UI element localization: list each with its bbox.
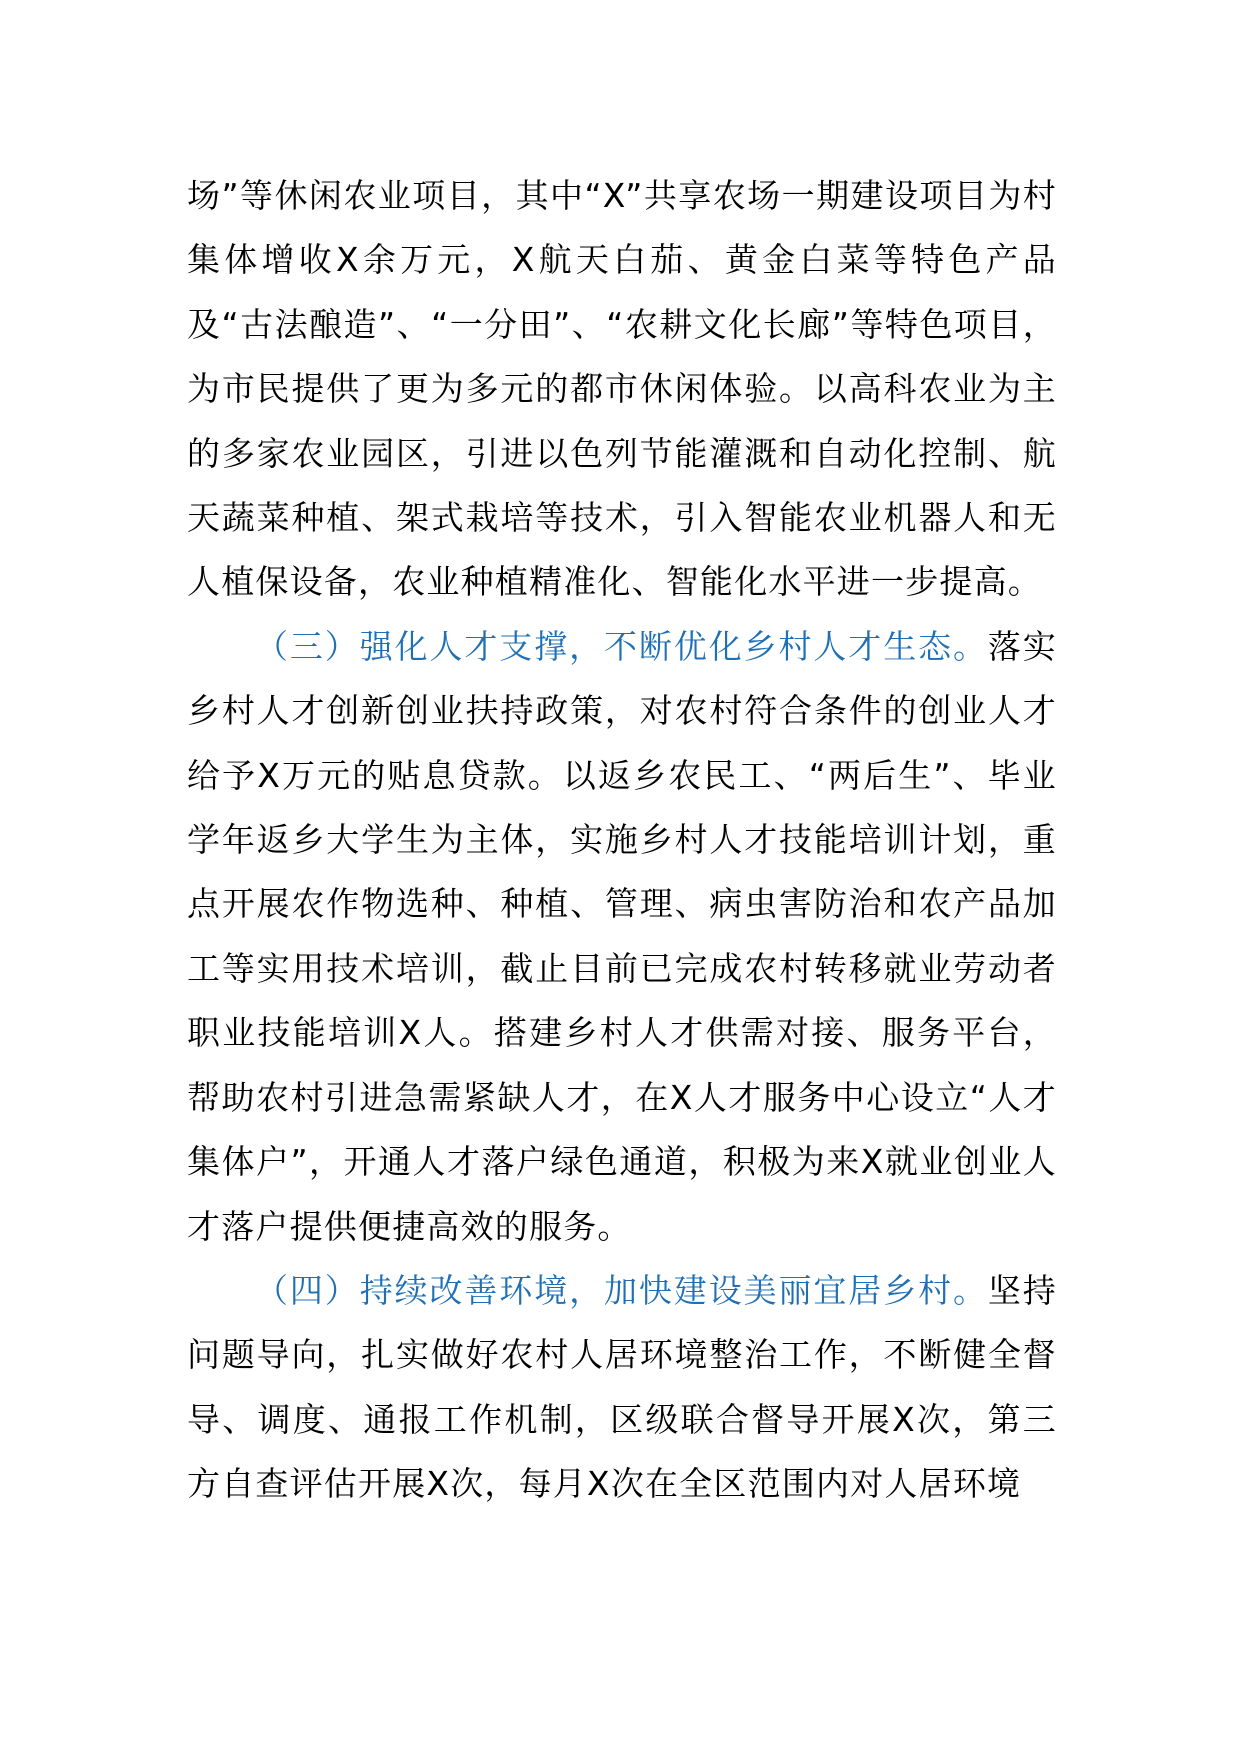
paragraph-continuation	[187, 164, 1057, 615]
paragraph-section-4	[187, 1259, 1057, 1517]
paragraph-body: 场”等休闲农业项目，其中“X”共享农场一期建设项目为村集体增收X余万元，X航天白茄、黄金白菜等特色产品及“古法酿造”、“一分田”、“农耕文化长廊”等特色项目，为市民提供了更为多元的都市休闲体验。以高科农业为主的多家农业园区，引进以色列节能灌溉和自动化控制、航天蔬菜种植、架式栽培等技术，引入智能农业机器人和无人植保设备，农业种植精准化、智能化水平进一步提高。	[187, 176, 1057, 602]
document-page	[187, 164, 1057, 1517]
section-heading-3: （三）强化人才支撑，不断优化乡村人才生态。	[255, 626, 988, 666]
section-heading-4: （四）持续改善环境，加快建设美丽宜居乡村。	[255, 1270, 988, 1310]
paragraph-section-3	[187, 615, 1057, 1259]
paragraph-body: 落实乡村人才创新创业扶持政策，对农村符合条件的创业人才给予X万元的贴息贷款。以返乡农民工、“两后生”、毕业学年返乡大学生为主体，实施乡村人才技能培训计划，重点开展农作物选种、种植、管理、病虫害防治和农产品加工等实用技术培训，截止目前已完成农村转移就业劳动者职业技能培训X人。搭建乡村人才供需对接、服务平台，帮助农村引进急需紧缺人才，在X人才服务中心设立“人才集体户”，开通人才落户绿色通道，积极为来X就业创业人才落户提供便捷高效的服务。	[187, 626, 1058, 1246]
paragraph-body: 坚持问题导向，扎实做好农村人居环境整治工作，不断健全督导、调度、通报工作机制，区级联合督导开展X次，第三方自查评估开展X次，每月X次在全区范围内对人居环境	[187, 1270, 1058, 1504]
